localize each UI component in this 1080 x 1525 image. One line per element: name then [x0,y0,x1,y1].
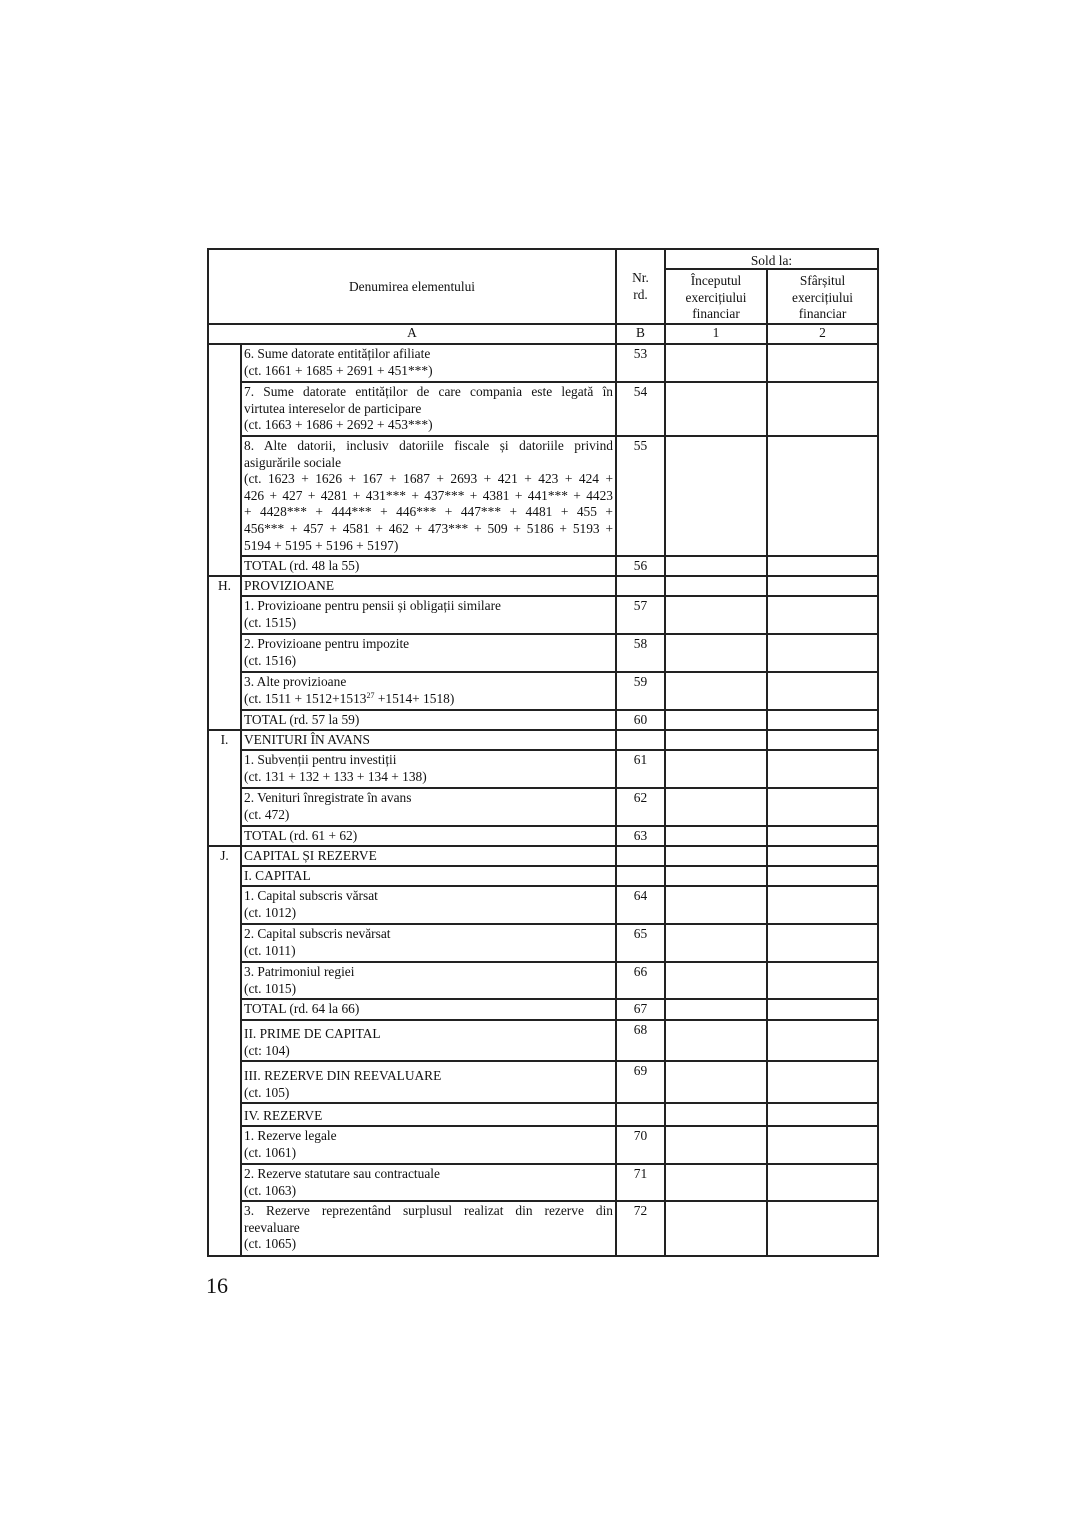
value-end [767,436,878,556]
table-row [208,596,878,634]
row-description: TOTAL (rd. 48 la 55) [241,556,616,576]
table-row [208,1020,878,1061]
row-description: 1. Rezerve legale (ct. 1061) [241,1126,616,1164]
table-row [208,924,878,962]
row-number: 70 [616,1126,665,1164]
row-description: II. PRIME DE CAPITAL (ct: 104) [241,1020,616,1061]
row-number: 63 [616,826,665,846]
subsection-header-row [208,1103,878,1126]
table-row [208,1164,878,1201]
row-number [616,576,665,596]
row-description: 7. Sume datorate entităților de care compania este legată în virtutea intereselor de participare (ct. 1663 + 1686 + 2692 + 453***) [241,382,616,436]
table-row [208,382,878,436]
value-end [767,750,878,788]
row-number [616,866,665,886]
value-start [665,826,767,846]
value-start [665,382,767,436]
row-description: 8. Alte datorii, inclusiv datoriile fiscale și datoriile privind asigurările sociale (ct. 1623 + 1626 + 167 + 1687 + 2693 + 421 + 423 + 424 + 426 + 427 + 4281 + 431*** + 437*** + 4381 + 441*** + 4423 + 4428*** + 444*** + 446*** + 447*** + 4481 + 455 + 456*** + 457 + 4581 + 462 + 473*** + 509 + 5186 + 5193 + 5194 + 5195 + 5196 + 5197) [241,436,616,556]
value-end [767,1103,878,1126]
row-description: 3. Rezerve reprezentând surplusul realizat din rezerve din reevaluare (ct. 1065) [241,1201,616,1256]
row-description: TOTAL (rd. 57 la 59) [241,710,616,730]
row-number [616,846,665,866]
value-end [767,846,878,866]
row-number: 57 [616,596,665,634]
value-end [767,344,878,382]
section-letter-i: I. [208,730,241,846]
value-end [767,962,878,999]
value-start [665,924,767,962]
row-description: 1. Subvenții pentru investiții (ct. 131 + 132 + 133 + 134 + 138) [241,750,616,788]
value-start [665,886,767,924]
table-row [208,1126,878,1164]
value-end [767,924,878,962]
row-number [616,730,665,750]
table-row [208,999,878,1020]
section-header-row [208,730,878,750]
table-row [208,788,878,826]
table-row [208,826,878,846]
value-end [767,999,878,1020]
row-number: 64 [616,886,665,924]
section-letter-h: H. [208,576,241,730]
section-letter-j: J. [208,846,241,1256]
row-number: 68 [616,1020,665,1061]
row-number: 56 [616,556,665,576]
value-start [665,556,767,576]
balance-at-header: Sold la: [665,249,878,269]
row-description: 6. Sume datorate entităților afiliate (ct. 1661 + 1685 + 2691 + 451***) [241,344,616,382]
row-number: 69 [616,1061,665,1103]
table-row [208,344,878,382]
page-number: 16 [206,1273,228,1298]
value-start [665,1201,767,1256]
value-end [767,556,878,576]
value-start [665,672,767,710]
value-end [767,634,878,672]
code-b: B [616,324,665,344]
value-end [767,710,878,730]
row-number-header: Nr. rd. [616,249,665,324]
value-start [665,1061,767,1103]
value-start [665,436,767,556]
row-number: 62 [616,788,665,826]
value-end [767,1201,878,1256]
code-2: 2 [767,324,878,344]
value-end [767,866,878,886]
value-end [767,788,878,826]
value-start [665,1103,767,1126]
value-start [665,1126,767,1164]
row-description: 2. Venituri înregistrate în avans (ct. 472) [241,788,616,826]
value-start [665,634,767,672]
value-end [767,576,878,596]
row-number: 54 [616,382,665,436]
row-description: 1. Provizioane pentru pensii și obligații similare (ct. 1515) [241,596,616,634]
table-row [208,886,878,924]
row-number: 66 [616,962,665,999]
balance-sheet-table [207,248,879,1257]
row-number: 72 [616,1201,665,1256]
subsection-title: I. CAPITAL [241,866,616,886]
value-end [767,382,878,436]
value-start [665,730,767,750]
table-row [208,556,878,576]
value-start [665,576,767,596]
value-end [767,730,878,750]
code-a: A [208,324,616,344]
section-header-row [208,576,878,596]
row-description: 2. Rezerve statutare sau contractuale (ct. 1063) [241,1164,616,1201]
element-name-header: Denumirea elementului [208,249,616,324]
value-start [665,999,767,1020]
table-row [208,750,878,788]
table-row [208,1201,878,1256]
value-start [665,1164,767,1201]
row-description: 2. Capital subscris nevărsat (ct. 1011) [241,924,616,962]
row-number: 58 [616,634,665,672]
section-header-row [208,846,878,866]
row-number: 71 [616,1164,665,1201]
table-row [208,710,878,730]
row-number: 59 [616,672,665,710]
row-description: 2. Provizioane pentru impozite (ct. 1516) [241,634,616,672]
table-row [208,962,878,999]
row-description: 1. Capital subscris vărsat (ct. 1012) [241,886,616,924]
table-row [208,1061,878,1103]
value-end [767,672,878,710]
header-row-top [208,249,878,269]
end-of-year-header: Sfârșitul exercițiului financiar [767,269,878,324]
subsection-header-row [208,866,878,886]
row-description: TOTAL (rd. 61 + 62) [241,826,616,846]
value-end [767,596,878,634]
code-1: 1 [665,324,767,344]
row-number [616,1103,665,1126]
value-start [665,788,767,826]
value-end [767,1020,878,1061]
row-number: 55 [616,436,665,556]
value-end [767,1164,878,1201]
value-start [665,750,767,788]
value-end [767,886,878,924]
column-code-row [208,324,878,344]
section-title: CAPITAL ȘI REZERVE [241,846,616,866]
row-number: 60 [616,710,665,730]
row-number: 67 [616,999,665,1020]
value-start [665,710,767,730]
value-start [665,596,767,634]
row-description: III. REZERVE DIN REEVALUARE (ct. 105) [241,1061,616,1103]
subsection-title: IV. REZERVE [241,1103,616,1126]
section-letter-cell [208,344,241,576]
footnote-ref: 27 [366,690,375,700]
row-number: 61 [616,750,665,788]
row-description: 3. Alte provizioane (ct. 1511 + 1512+1513$^{27}$ +1514+ 1518) [241,672,616,710]
row-description: 3. Patrimoniul regiei (ct. 1015) [241,962,616,999]
value-end [767,826,878,846]
table-row [208,634,878,672]
value-start [665,866,767,886]
row-description: TOTAL (rd. 64 la 66) [241,999,616,1020]
table-row [208,672,878,710]
value-end [767,1061,878,1103]
value-start [665,344,767,382]
value-end [767,1126,878,1164]
section-title: VENITURI ÎN AVANS [241,730,616,750]
row-number: 65 [616,924,665,962]
value-start [665,846,767,866]
row-number: 53 [616,344,665,382]
section-title: PROVIZIOANE [241,576,616,596]
start-of-year-header: Începutul exercițiului financiar [665,269,767,324]
value-start [665,1020,767,1061]
value-start [665,962,767,999]
table-row [208,436,878,556]
